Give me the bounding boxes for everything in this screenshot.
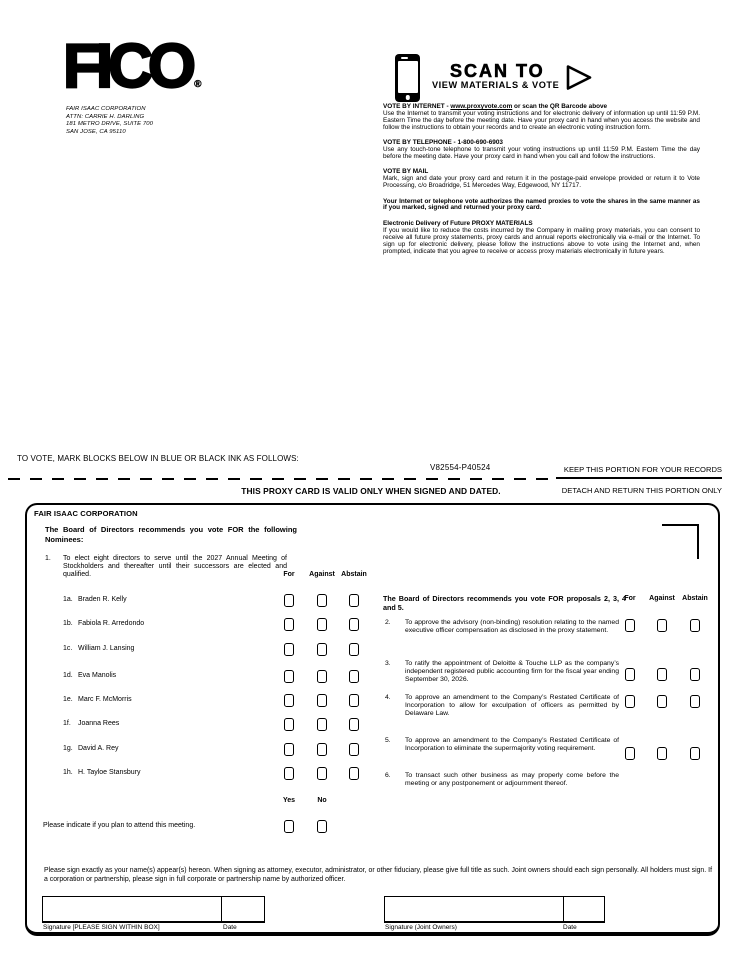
phone-speaker — [401, 57, 408, 59]
control-number: V82554-P40524 — [430, 463, 491, 472]
board-recommendation-nominees: The Board of Directors recommends you vote FOR the following Nominees: — [45, 525, 297, 544]
phone-home-button — [405, 95, 409, 99]
column-header-yes: Yes — [282, 797, 296, 804]
voting-instructions — [383, 104, 700, 264]
signature-instructions: Please sign exactly as your name(s) appear(s) hereon. When signing as attorney, executor, administrator, or other fiduciary, please give full title as such. Joint owners should each sign personally. All holders must sign. If a corporation or partnership, please sign in full corporate or partnership name by authorized officer. — [44, 867, 712, 883]
signature-date-divider — [563, 897, 564, 921]
nominee-id: 1d. — [63, 672, 73, 679]
internet-title-suffix: or scan the QR Barcode above — [512, 103, 608, 110]
checkbox-1f-against[interactable] — [317, 718, 327, 731]
checkbox-1h-for[interactable] — [284, 767, 294, 780]
proposal-6-number: 6. — [385, 772, 391, 779]
company-name-heading: FAIR ISAAC CORPORATION — [34, 509, 138, 518]
checkbox-proposal-4-abstain[interactable] — [690, 695, 700, 708]
signature-box-joint-owners[interactable] — [384, 896, 605, 923]
signature-date-divider — [221, 897, 222, 921]
nominee-name: Fabiola R. Arredondo — [78, 620, 145, 627]
vote-by-telephone-body: Use any touch-tone telephone to transmit your voting instructions up until 11:59 P.M. Eastern Time the day before the meeting date. Have your proxy card in hand when you call and follow the instructions. — [383, 146, 700, 160]
internet-telephone-authorization-note: Your Internet or telephone vote authorizes the named proxies to vote the shares in the same manner as if you marked, signed and returned your proxy card. — [383, 197, 700, 212]
corner-registration-mark — [662, 524, 699, 559]
checkbox-attend-yes[interactable] — [284, 820, 294, 833]
address-line: ATTN: CARRIE H. DARLING — [66, 113, 145, 120]
checkbox-proposal-3-for[interactable] — [625, 668, 635, 681]
proposal-5-number: 5. — [385, 737, 391, 744]
proposal-2-checkboxes — [27, 618, 718, 631]
proposal-6-text: To transact such other business as may properly come before the meeting or any postponement or adjournment thereof. — [405, 772, 619, 787]
proposal-2-text: To approve the advisory (non-binding) resolution relating to the named executive officer compensation as disclosed in the proxy statement. — [405, 619, 619, 634]
checkbox-proposal-2-for[interactable] — [625, 619, 635, 632]
proposal-3-text: To ratify the appointment of Deloitte & Touche LLP as the company’s independent registered public accounting firm for the fiscal year ending September 30, 2026. — [405, 660, 619, 683]
mark-blocks-instruction: TO VOTE, MARK BLOCKS BELOW IN BLUE OR BLACK INK AS FOLLOWS: — [17, 454, 299, 463]
nominee-name: Eva Manolis — [78, 672, 117, 679]
proposal-5-checkboxes — [27, 746, 718, 759]
address-line: 181 METRO DRIVE, SUITE 700 — [66, 121, 154, 128]
electronic-delivery-title: Electronic Delivery of Future PROXY MATERIALS — [383, 219, 533, 227]
proposal-1-number: 1. — [45, 555, 51, 562]
checkbox-1c-abstain[interactable] — [349, 643, 359, 656]
checkbox-proposal-3-abstain[interactable] — [690, 668, 700, 681]
nominee-id: 1f. — [63, 720, 71, 727]
checkbox-1h-abstain[interactable] — [349, 767, 359, 780]
column-header-for: For — [624, 595, 636, 602]
arrow-right-icon — [565, 64, 593, 91]
signature-joint-label: Signature (Joint Owners) — [385, 924, 457, 931]
nominee-name: Braden R. Kelly — [78, 596, 127, 603]
checkbox-1a-against[interactable] — [317, 594, 327, 607]
proxyvote-link[interactable]: www.proxyvote.com — [450, 103, 513, 110]
date-joint-label: Date — [563, 924, 577, 931]
checkbox-attend-no[interactable] — [317, 820, 327, 833]
checkbox-1a-abstain[interactable] — [349, 594, 359, 607]
proposal-4-checkboxes — [27, 694, 718, 707]
checkbox-proposal-2-against[interactable] — [657, 619, 667, 632]
column-header-abstain: Abstain — [682, 595, 708, 602]
column-header-against: Against — [649, 595, 675, 602]
vote-by-internet-body: Use the Internet to transmit your voting instructions and for electronic delivery of information up until 11:59 P.M. Eastern Time the day before the meeting date. Have your proxy card in hand when you access the website and follow the instructions to obtain your records and to create an electronic voting instruction form. — [383, 109, 700, 131]
nominee-id: 1a. — [63, 596, 73, 603]
proposal-1-text: To elect eight directors to serve until the 2027 Annual Meeting of Stockholders and thereafter until their successors are elected and qualified. — [63, 555, 287, 578]
address-line: FAIR ISAAC CORPORATION — [66, 106, 146, 112]
valid-when-signed-label: THIS PROXY CARD IS VALID ONLY WHEN SIGNED AND DATED. — [241, 486, 501, 496]
proposal-3-number: 3. — [385, 660, 391, 667]
nominee-id: 1h. — [63, 769, 73, 776]
checkbox-1a-for[interactable] — [284, 594, 294, 607]
vote-by-mail-body: Mark, sign and date your proxy card and return it in the postage-paid envelope provided or return it to Vote Processing, c/o Broadridge, 51 Mercedes Way, Edgewood, NY 11717. — [383, 175, 700, 190]
checkbox-1c-for[interactable] — [284, 643, 294, 656]
nominee-name: David A. Rey — [78, 745, 119, 752]
checkbox-proposal-5-against[interactable] — [657, 747, 667, 760]
nominee-id: 1g. — [63, 745, 73, 752]
proposal-5-text: To approve an amendment to the Company’s Restated Certificate of Incorporation to eliminate the supermajority voting requirement. — [405, 737, 619, 752]
checkbox-proposal-3-against[interactable] — [657, 668, 667, 681]
checkbox-1c-against[interactable] — [317, 643, 327, 656]
proposal-4-text: To approve an amendment to the Company’s Restated Certificate of Incorporation to allow for exculpation of officers as permitted by Delaware Law. — [405, 694, 619, 717]
nominee-name: Marc F. McMorris — [78, 696, 132, 703]
checkbox-proposal-5-abstain[interactable] — [690, 747, 700, 760]
nominee-row — [27, 717, 718, 730]
checkbox-1f-abstain[interactable] — [349, 718, 359, 731]
fico-logo-text: FICO — [63, 32, 192, 101]
smartphone-icon — [395, 54, 420, 102]
checkbox-proposal-2-abstain[interactable] — [690, 619, 700, 632]
nominee-id: 1c. — [63, 645, 73, 652]
nominee-name: William J. Lansing — [78, 645, 135, 652]
column-header-abstain: Abstain — [341, 571, 367, 578]
nominee-id: 1e. — [63, 696, 73, 703]
signature-primary-label: Signature [PLEASE SIGN WITHIN BOX] — [43, 924, 160, 931]
checkbox-1f-for[interactable] — [284, 718, 294, 731]
nominee-name: Joanna Rees — [78, 720, 120, 727]
internet-title-prefix: VOTE BY INTERNET - — [383, 103, 451, 110]
attend-meeting-text: Please indicate if you plan to attend this meeting. — [43, 822, 196, 829]
fico-logo — [63, 32, 202, 101]
scan-to-heading: SCAN TO — [450, 61, 545, 81]
column-header-no: No — [317, 797, 327, 804]
nominee-id: 1b. — [63, 620, 73, 627]
checkbox-proposal-5-for[interactable] — [625, 747, 635, 760]
checkbox-proposal-4-for[interactable] — [625, 695, 635, 708]
nominee-row — [27, 642, 718, 655]
column-header-against: Against — [309, 571, 335, 578]
proxy-ballot-card — [25, 503, 720, 936]
phone-screen — [398, 61, 418, 93]
checkbox-proposal-4-against[interactable] — [657, 695, 667, 708]
registered-trademark-symbol: ® — [194, 79, 202, 90]
nominee-name: H. Tayloe Stansbury — [78, 769, 141, 776]
date-primary-label: Date — [223, 924, 237, 931]
proposal-2-number: 2. — [385, 619, 391, 626]
detach-portion-label: DETACH AND RETURN THIS PORTION ONLY — [561, 486, 722, 495]
column-header-for: For — [283, 571, 295, 578]
signature-box-primary[interactable] — [42, 896, 265, 923]
address-line: SAN JOSE, CA 95110 — [66, 128, 126, 135]
proposal-3-checkboxes — [27, 667, 718, 680]
electronic-delivery-body: If you would like to reduce the costs incurred by the Company in mailing proxy materials, you can consent to receive all future proxy statements, proxy cards and annual reports electronically via e-mail or the Internet. To sign up for electronic delivery, please follow the instructions above to vote using the Internet and, when prompted, indicate that you agree to receive or access proxy materials electronically in future years. — [383, 226, 700, 255]
vote-by-telephone-title: VOTE BY TELEPHONE - 1-800-690-6903 — [383, 139, 503, 147]
checkbox-1h-against[interactable] — [317, 767, 327, 780]
company-address — [66, 106, 153, 136]
vote-by-mail-title: VOTE BY MAIL — [383, 168, 429, 176]
keep-portion-label: KEEP THIS PORTION FOR YOUR RECORDS — [556, 465, 722, 479]
view-materials-heading: VIEW MATERIALS & VOTE — [432, 80, 560, 90]
proposal-4-number: 4. — [385, 694, 391, 701]
detach-perforation-line — [8, 478, 558, 480]
attend-meeting-row — [27, 819, 718, 832]
board-recommendation-proposals: The Board of Directors recommends you vote FOR proposals 2, 3, 4 and 5. — [383, 594, 626, 612]
